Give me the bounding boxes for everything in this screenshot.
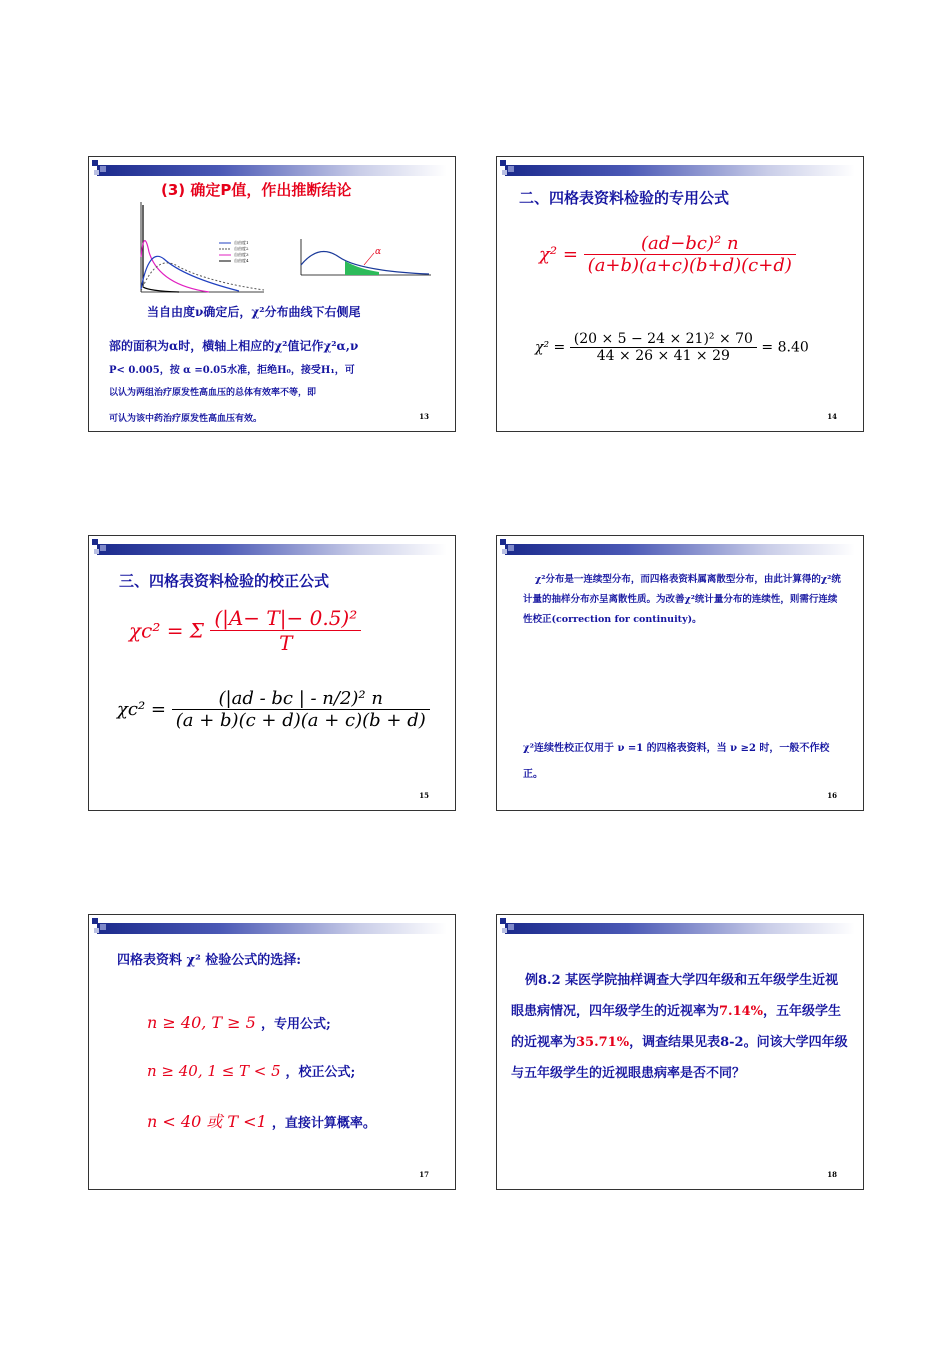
formula-lhs: χc² = (117, 699, 167, 720)
text-line-1: 当自由度ν确定后，χ²分布曲线下右侧尾 (147, 305, 361, 319)
slide-title: (3) 确定P值，作出推断结论 (161, 181, 352, 199)
page-number: 14 (827, 412, 837, 421)
formula-denominator: (a+b)(a+c)(b+d)(c+d) (584, 254, 796, 276)
paragraph-1: χ²分布是一连续型分布，而四格表资料属离散型分布，由此计算得的χ²统计量的抽样分布亦呈离散性质。为改善χ²统计量分布的连续性，则需行连续性校正(correction for continuity)。 (523, 574, 841, 625)
formula-numerator: (|A− T|− 0.5)² (214, 606, 358, 630)
slide-17 (88, 914, 456, 1190)
corner-squares (500, 160, 516, 176)
rule-row-2 (147, 1061, 355, 1080)
slide-title: 三、四格表资料检验的校正公式 (119, 572, 330, 590)
paragraph-2: χ²连续性校正仅用于 ν =1 的四格表资料，当 ν ≥2 时，一般不作校正。 (523, 743, 830, 780)
example-paragraph (511, 965, 851, 1089)
formula-result: = 8.40 (761, 339, 809, 356)
rule-row-1 (147, 1013, 331, 1032)
text-line-5: 可认为该中药治疗原发性高血压有效。 (109, 414, 263, 424)
formula-denominator: (a + b)(c + d)(a + c)(b + d) (172, 709, 430, 731)
title-bar (97, 923, 447, 934)
title-bar (505, 923, 855, 934)
page-number: 16 (827, 791, 837, 800)
page-number: 17 (419, 1170, 429, 1179)
slide-15 (88, 535, 456, 811)
text-line-3: P< 0.005，按 α =0.05水准，拒绝H₀，接受H₁，可 (109, 365, 355, 376)
corner-squares (500, 918, 516, 934)
slide-13 (88, 156, 456, 432)
chart-legend (219, 243, 231, 261)
formula-denominator: 44 × 26 × 41 × 29 (570, 347, 757, 364)
page-number: 18 (827, 1170, 837, 1179)
corner-squares (92, 160, 108, 176)
title-bar (505, 544, 855, 555)
rate-grade-5: 35.71% (576, 1035, 630, 1050)
slide-18 (496, 914, 864, 1190)
rule-condition: n < 40 或 T <1 (147, 1112, 267, 1131)
legend-text-1: 自由度1 (234, 240, 249, 245)
rule-text: ，校正公式; (285, 1065, 356, 1080)
rule-text: ，专用公式; (260, 1017, 331, 1032)
rule-condition: n ≥ 40, 1 ≤ T < 5 (147, 1062, 281, 1080)
corner-squares (92, 539, 108, 555)
text-line-4: 以认为两组治疗原发性高血压的总体有效率不等，即 (109, 388, 317, 398)
alpha-label: α (375, 247, 382, 257)
tail-area-chart (299, 235, 434, 280)
formula-fraction (210, 606, 361, 655)
legend-text-3: 自由度3 (234, 252, 249, 257)
example-text-e: ，调查结果见表8-2。问该大学四年级与五年级学生的近视眼患病率是否不同？ (511, 1035, 848, 1081)
example-text-c: ，五年级学生的近视率为 (511, 1004, 842, 1050)
legend-text-4: 自由度4 (234, 258, 249, 263)
legend-text-2: 自由度2 (234, 246, 249, 251)
formula-example (535, 331, 809, 364)
formula-corrected-fourfold (117, 688, 430, 731)
formula-numerator: (20 × 5 − 24 × 21)² × 70 (573, 331, 753, 347)
slide-title: 四格表资料 χ² 检验公式的选择: (117, 953, 302, 968)
formula-lhs: χ² = (539, 244, 578, 265)
formula-fraction (172, 688, 430, 731)
formula-corrected (129, 606, 361, 655)
formula-lhs: χ² = (535, 339, 566, 356)
formula-numerator: (|ad - bc | - n/2)² n (218, 688, 383, 709)
rate-grade-4: 7.14% (719, 1004, 764, 1019)
rule-text: ，直接计算概率。 (271, 1116, 376, 1131)
formula-general (539, 233, 796, 276)
page-number: 15 (419, 791, 429, 800)
example-text-a: 例8.2 某医学院抽样调查大学四年级和五年级学生近视眼患病情况，四年级学生的近视率为 (511, 973, 839, 1019)
title-bar (97, 165, 447, 176)
text-line-2: 部的面积为α时，横轴上相应的χ²值记作χ²α,ν (109, 339, 359, 353)
slide-title: 二、四格表资料检验的专用公式 (519, 189, 730, 207)
formula-denominator: T (210, 630, 361, 655)
title-bar (505, 165, 855, 176)
formula-numerator: (ad−bc)² n (641, 233, 739, 254)
formula-fraction (570, 331, 757, 364)
page-number: 13 (419, 412, 429, 421)
slide-16 (496, 535, 864, 811)
rule-condition: n ≥ 40, T ≥ 5 (147, 1013, 256, 1032)
corner-squares (500, 539, 516, 555)
slide-14 (496, 156, 864, 432)
corner-squares (92, 918, 108, 934)
rule-row-3 (147, 1109, 376, 1132)
formula-fraction (584, 233, 796, 276)
formula-lhs: χc² = Σ (129, 618, 204, 643)
title-bar (97, 544, 447, 555)
